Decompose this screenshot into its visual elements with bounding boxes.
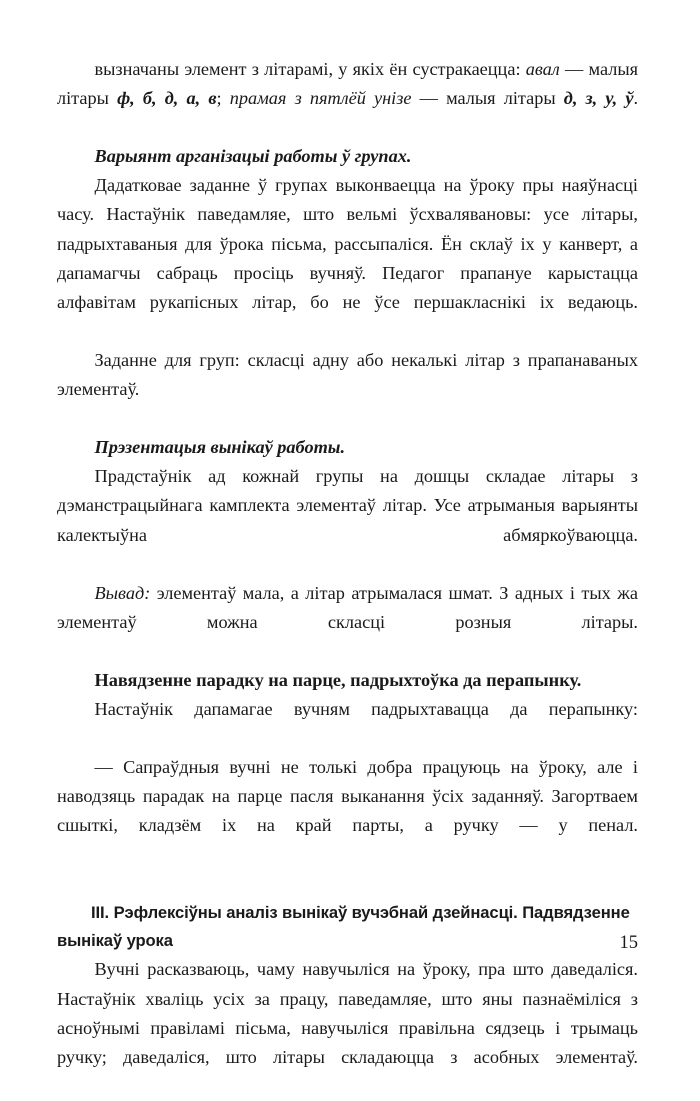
text-run-bold-italic-letters-1: ф, б, д, а, в [117, 88, 217, 109]
label-vyvad: Вывад: [94, 582, 151, 603]
run-in-heading-varyjant [57, 142, 638, 171]
text-run-bold-italic-letters-2: д, з, у, ў [563, 88, 634, 109]
run-in-heading-text: Варыянт арганізацыі работы ў групах. [94, 146, 412, 167]
paragraph-text: Настаўнік дапамагае вучням падрыхтавацца да перапынку: [94, 699, 638, 720]
paragraph-continued [57, 55, 638, 142]
paragraph-dash-quote [57, 753, 638, 869]
page-number: 15 [619, 932, 638, 953]
paragraph-presentation-description [57, 462, 638, 578]
text-run-italic-aval: авал [525, 59, 560, 79]
paragraph-break-preparation [57, 695, 638, 753]
paragraph-lesson-summary [57, 955, 638, 1100]
paragraph-conclusion [57, 579, 638, 666]
section-heading-text: III. Рэфлексіўны аналіз вынікаў вучэбнай дзейнасці. Падвядзенне вынікаў урока [57, 902, 630, 951]
paragraph-text: Дадатковае заданне ў групах выконваецца на ўроку пры наяўнасці часу. Настаўнік паведамляе, што вельмі ўсхвалявановы: усе літары, падрыхтаваныя для ўрока пісьма, рассыпаліся. Ён склаў іх у канверт, а дапамагчы сабраць просіць вучняў. Педагог прапануе карыстацца алфавітам рукапісных літар, бо не ўсе першакласнікі іх ведаюць. [57, 175, 638, 312]
paragraph-text: Вучні расказваюць, чаму навучыліся на ўроку, пра што даведаліся. Настаўнік хваліць усіх за працу, паведамляе, што яны пазнаёміліся з асноўнымі правіламі пісьма, навучыліся правільна сядзець і трымаць ручку; даведаліся, што літары складаюцца з асобных элементаў. [57, 959, 638, 1067]
run-in-heading-text: Прэзентацыя вынікаў работы. [94, 437, 346, 458]
paragraph-text: Прадстаўнік ад кожнай групы на дошцы складае літары з дэманстрацыйнага камплекта элементаў літар. Усе атрыманыя варыянты калектыўна абмяркоўваюцца. [57, 466, 638, 545]
paragraph-text: Заданне для груп: скласці адну або некалькі літар з прапанаваных элементаў. [57, 349, 638, 400]
paragraph-text: — Сапраўдныя вучні не толькі добра працуюць на ўроку, але і наводзяць парадак на парце пасля выканання ўсіх заданняў. Загортваем сшыткі, кладзём іх на край парты, а ручку — у пенал. [57, 757, 638, 836]
run-in-heading-prezentacyja [57, 433, 638, 462]
text-run-normal: ; [216, 88, 230, 109]
text-run-normal: вызначаны элемент з літарамі, у якіх ён сустракаецца: [94, 59, 526, 79]
text-run-normal: — малыя літары [411, 88, 564, 109]
section-spacer [57, 870, 638, 899]
paragraph-group-assignment [57, 346, 638, 433]
bold-heading-navjadzenne [57, 666, 638, 695]
text-run-normal: . [633, 88, 638, 109]
paragraph-group-task-description [57, 171, 638, 346]
text-run-italic-pramaya: прамая з пятлёй унізе [229, 88, 412, 109]
section-heading-iii [57, 899, 638, 956]
text-column [57, 55, 638, 1101]
paragraph-text: элементаў мала, а літар атрымалася шмат. З адных і тых жа элементаў можна скласці розныя літары. [57, 582, 638, 632]
text-run-normal: — малыя літары [57, 59, 638, 109]
bold-heading-text: Навядзенне парадку на парце, падрыхтоўка да перапынку. [94, 669, 582, 690]
